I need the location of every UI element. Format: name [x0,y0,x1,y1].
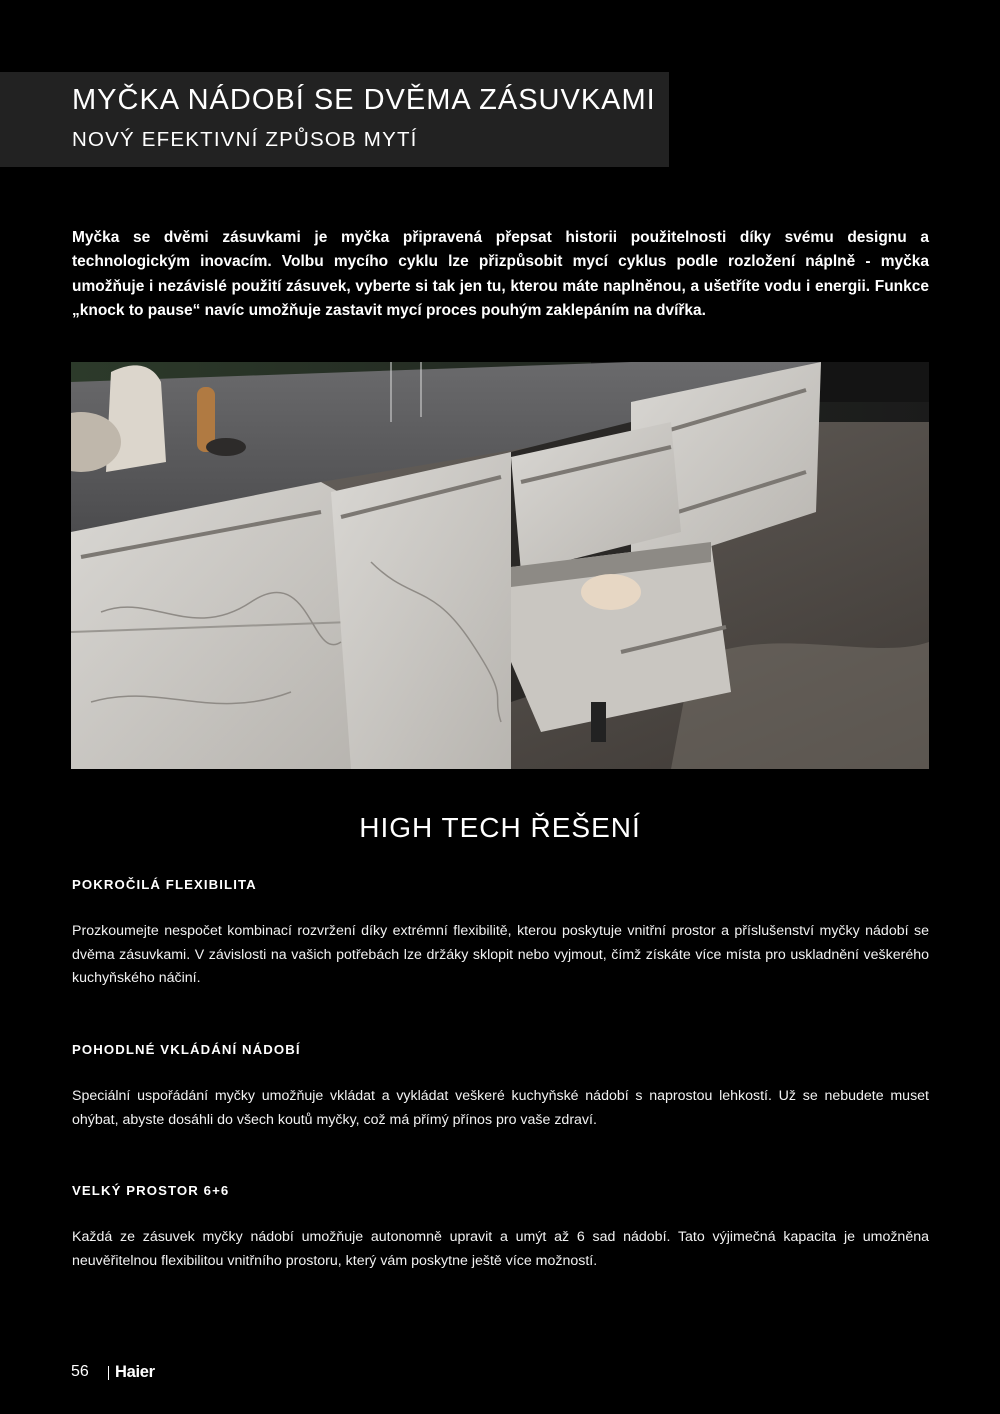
page-subtitle: NOVÝ EFEKTIVNÍ ZPŮSOB MYTÍ [72,128,418,151]
brand-logo: Haier [115,1363,155,1381]
feature-title: POHODLNÉ VKLÁDÁNÍ NÁDOBÍ [72,1042,301,1057]
intro-paragraph: Myčka se dvěmi zásuvkami je myčka připravená přepsat historii použitelnosti díky svému designu a technologickým inovacím. Volbu mycího cyklu lze přizpůsobit mycí cyklus podle rozložení náplně - myčka umožňuje i nezávislé použití zásuvek, vyberte si tak jen tu, kterou máte naplněnou, a ušetříte vodu i energii. Funkce „knock to pause“ navíc umožňuje zastavit mycí proces pouhým zaklepáním na dvířka. [72,229,929,320]
feature-title: POKROČILÁ FLEXIBILITA [72,877,257,892]
kitchen-dishwasher-photo [71,362,929,769]
feature-body: Prozkoumejte nespočet kombinací rozvržení díky extrémní flexibilitě, kterou poskytuje vnitřní prostor a příslušenství myčky nádobí se dvěma zásuvkami. V závislosti na vašich potřebách lze držáky sklopit nebo vyjmout, čímž získáte více místa pro uskladnění veškerého kuchyňského náčiní. [72,923,929,987]
page-title: MYČKA NÁDOBÍ SE DVĚMA ZÁSUVKAMI [72,84,656,116]
section-heading: HIGH TECH ŘEŠENÍ [359,812,641,843]
feature-body: Každá ze zásuvek myčky nádobí umožňuje autonomně upravit a umýt až 6 sad nádobí. Tato výjimečná kapacita je umožněna neuvěřitelnou flexibilitou vnitřního prostoru, který vám poskytne ještě více možností. [72,1229,929,1269]
feature-body: Speciální uspořádání myčky umožňuje vkládat a vykládat veškeré kuchyňské nádobí s naprostou lehkostí. Už se nebudete muset ohýbat, abyste dosáhli do všech koutů myčky, což má přímý přínos pro vaše zdraví. [72,1088,929,1128]
page-number: 56 [71,1363,89,1380]
feature-title: VELKÝ PROSTOR 6+6 [72,1183,230,1198]
footer-divider [108,1366,109,1380]
